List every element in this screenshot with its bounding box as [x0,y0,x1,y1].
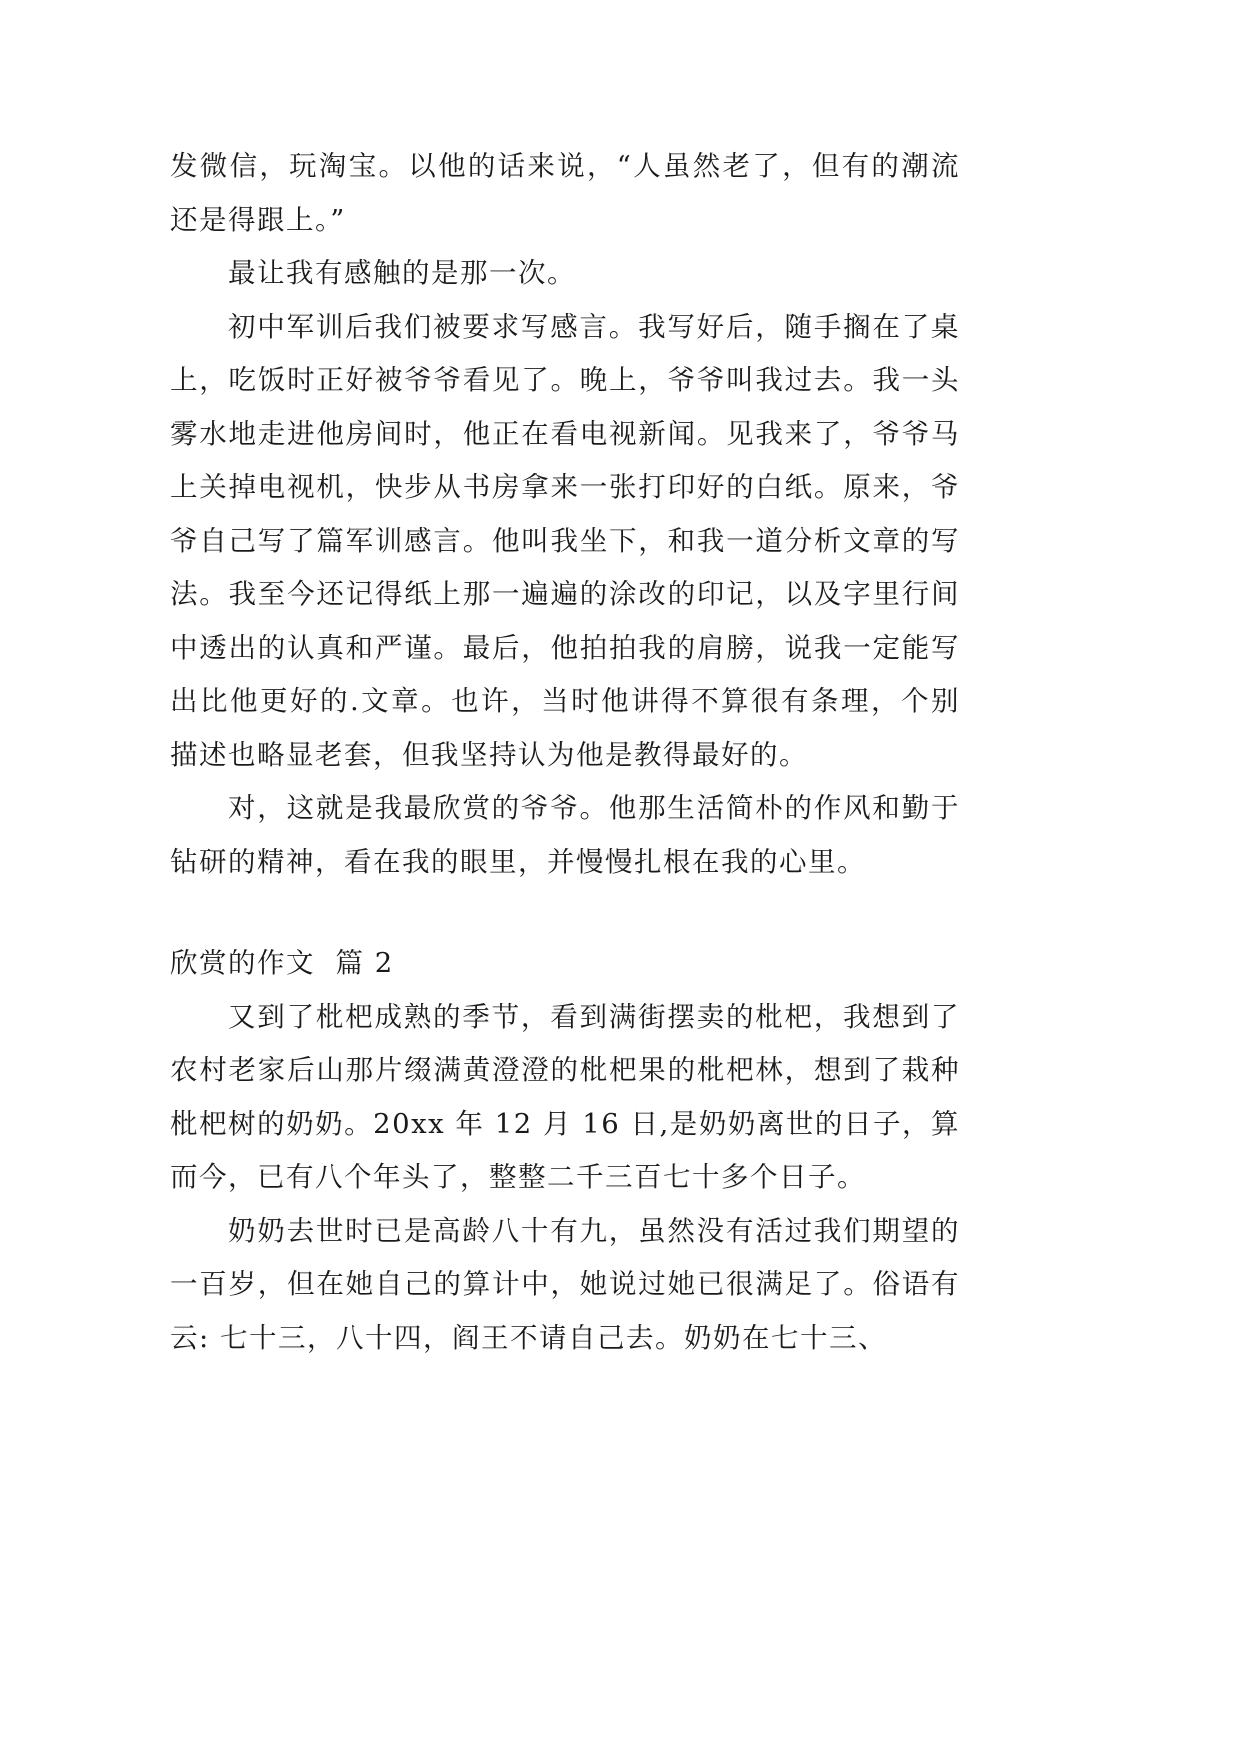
paragraph: 对，这就是我最欣赏的爷爷。他那生活简朴的作风和勤于钻研的精神，看在我的眼里，并慢慢扎根在我的心里。 [170,792,960,878]
section-title: 欣赏的作文 篇 2 [170,947,394,979]
paragraph: 奶奶去世时已是高龄八十有九，虽然没有活过我们期望的一百岁，但在她自己的算计中，她说过她已很满足了。俗语有云: 七十三，八十四，阎王不请自己去。奶奶在七十三、 [170,1214,960,1354]
paragraph-continuation: 发微信，玩淘宝。以他的话来说，“人虽然老了，但有的潮流还是得跟上。” [170,150,960,236]
document-body [170,140,960,1365]
paragraph: 初中军训后我们被要求写感言。我写好后，随手搁在了桌上，吃饭时正好被爷爷看见了。晚上，爷爷叫我过去。我一头雾水地走进他房间时，他正在看电视新闻。见我来了，爷爷马上关掉电视机，快步从书房拿来一张打印好的白纸。原来，爷爷自己写了篇军训感言。他叫我坐下，和我一道分析文章的写法。我至今还记得纸上那一遍遍的涂改的印记，以及字里行间中透出的认真和严谨。最后，他拍拍我的肩膀，说我一定能写出比他更好的.文章。也许，当时他讲得不算很有条理，个别描述也略显老套，但我坚持认为他是教得最好的。 [170,310,960,771]
paragraph: 又到了枇杷成熟的季节，看到满街摆卖的枇杷，我想到了农村老家后山那片缀满黄澄澄的枇杷果的枇杷林，想到了栽种枇杷树的奶奶。20xx 年 12 月 16 日,是奶奶离世的日子，算而今，已有八个年头了，整整二千三百七十多个日子。 [170,1000,960,1193]
paragraph: 最让我有感触的是那一次。 [228,257,576,289]
